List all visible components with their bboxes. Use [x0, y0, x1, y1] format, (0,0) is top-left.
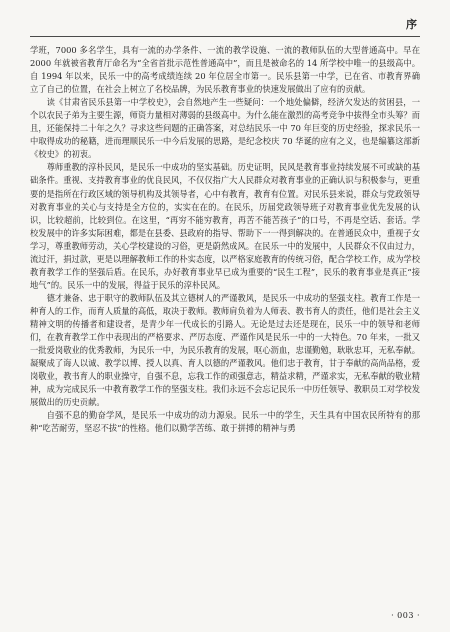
page-number-suffix: ·: [416, 611, 420, 620]
paragraph-4: 德才兼备、忠于职守的教师队伍及其立德树人的严谨教风，是民乐一中成功的坚强支柱。教育工作是一种育人的工作，而育人质量的高低，取决于教师。教师肩负着为人师表、教书育人的责任，他们是社会主义精神文明的传播者和建设者，是青少年一代成长的引路人。无论是过去还是现在，民乐一中的领导和老师们，在教育教学工作中表现出的严格要求、严厉态度、严谨作风是民乐一中的一大特色。70 年来，一批又一批爱岗敬业的优秀教师，为民乐一中，为民乐教育的发展，呕心沥血，忠谨勤勉，耿耿忠耳，无私奉献。凝聚成了诲人以诚、教学以博、授人以真、育人以德的严谨教风。他们忠于教育，甘于奉献的高尚品格，爱岗敬业，教书育人的职业操守，自强不息，忘我工作的顽强意志，精益求精，严谨求实，无私奉献的敬业精神，成为完成民乐一中教育教学工作的坚强支柱。我们永远不会忘记民乐一中历任领导、教职员工对学校发展做出的历史贡献。: [30, 292, 420, 408]
paragraph-3: 尊师重教的淳朴民风，是民乐一中成功的坚实基础。历史证明，民风是教育事业持续发展不可或缺的基础条件。重视、支持教育事业的优良民风，不仅仅指广大人民群众对教育事业的正确认识与积极参与，更重要的是指所在行政区域的领导机构及其领导者，心中有教育，教育有位置。对民乐县来说，群众与党政领导对教育事业的关心与支持是全方位的，实实在在的。在民乐，历届党政领导班子对教育事业优先发展的认识，比较超前，比较到位。在这里，“再穷不能穷教育，再苦不能苦孩子”的口号，不再是空话、套话。学校发展中的许多实际困难，都是在县委、县政府的指导、帮助下一一得到解决的。在普通民众中，重视子女学习，尊重教师劳动，关心学校建设的习俗，更是蔚然成风。在民乐一中的发展中，人民群众不仅由过力，流过汗，捐过款，更是以理解教师工作的朴实态度，以严格家庭教育的传统习俗，配合学校工作，成为学校教育教学工作的坚强后盾。在民乐，办好教育事业早已成为重要的“民生工程”，民乐的教育事业是真正“接地气”的。民乐一中的发展，得益于民乐的淳朴民风。: [30, 162, 420, 290]
paragraph-5: 自强不息的勤奋学风，是民乐一中成功的动力源泉。民乐一中的学生，天生具有中国农民所特有的那种“吃苦耐劳，坚忍不拔”的性格。他们以勤学苦练、敢于拼搏的精神与勇: [30, 410, 420, 434]
page-number-dot: ·: [391, 611, 395, 620]
running-header: [30, 14, 420, 37]
paragraph-2: 读《甘肃省民乐县第一中学校史》，会自然地产生一些疑问：一个地处偏僻，经济欠发达的贫困县，一个以农民子弟为主要生源，师资力量相对薄弱的县级高中。为什么能在激烈的高考竞争中拔得全市头筹？而且，还能保持二十年之久？寻求这些问题的正确答案，对总结民乐一中 70 年巨变的历史经验，探求民乐一中取得成功的秘籍，进而理顺民乐一中今后发展的思路，是纪念校庆 70 华诞的应有之义，也是编纂这部新《校史》的初衷。: [30, 97, 420, 160]
paragraph-1: 学班，7000 多名学生，具有一流的办学条件、一流的教学设施、一流的教师队伍的大型普通高中。早在 2000 年就被省教育厅命名为“全省首批示范性普通高中”，而且是被命名的 14 所学校中唯一的县级高中。自 1994 年以来，民乐一中的高考成绩连续 20 年位居全市第一。民乐县第一中学，已在省、市教育界确立了自己的位置，在社会上树立了名校品牌，为民乐教育事业的快速发展做出了应有的贡献。: [30, 45, 420, 95]
page-number: [391, 611, 420, 620]
body-text: [30, 44, 420, 435]
page-number-value: 003: [397, 611, 414, 620]
header-title: 序: [406, 18, 418, 31]
